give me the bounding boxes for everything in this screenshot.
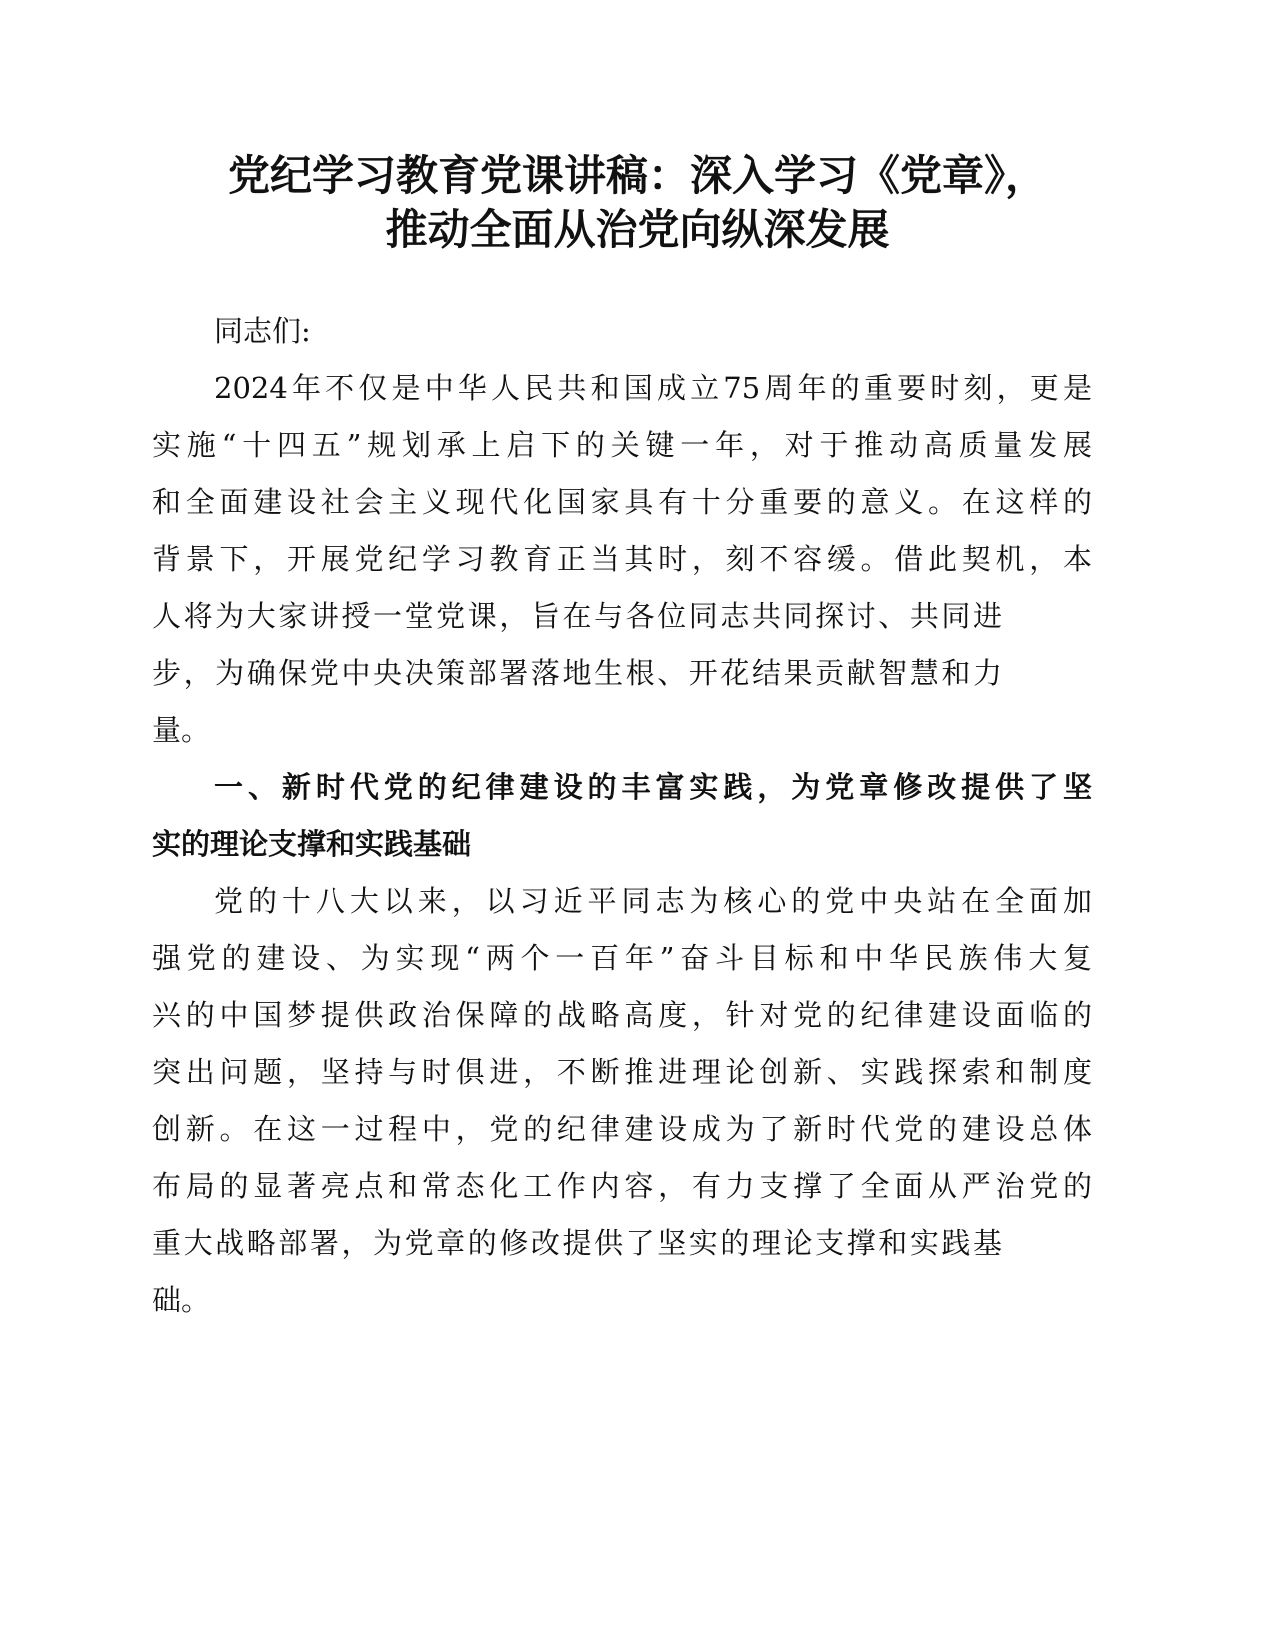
paragraph-2-line: 突出问题，坚持与时俱进，不断推进理论创新、实践探索和制度 bbox=[152, 1055, 1092, 1089]
paragraph-1-line: 量。 bbox=[152, 713, 211, 747]
paragraph-1-line: 和全面建设社会主义现代化国家具有十分重要的意义。在这样的 bbox=[152, 485, 1092, 519]
paragraph-2-line: 布局的显著亮点和常态化工作内容，有力支撑了全面从严治党的 bbox=[152, 1169, 1092, 1203]
paragraph-2-line: 创新。在这一过程中，党的纪律建设成为了新时代党的建设总体 bbox=[152, 1112, 1092, 1146]
document-title-line-2: 推动全面从治党向纵深发展 bbox=[385, 205, 890, 254]
paragraph-1-line: 步，为确保党中央决策部署落地生根、开花结果贡献智慧和力 bbox=[152, 656, 1002, 690]
section-1-heading-line: 实的理论支撑和实践基础 bbox=[152, 827, 472, 861]
paragraph-1-line: 实施“十四五”规划承上启下的关键一年，对于推动高质量发展 bbox=[152, 428, 1092, 462]
paragraph-2-line: 础。 bbox=[152, 1283, 211, 1317]
paragraph-1-line: 背景下，开展党纪学习教育正当其时，刻不容缓。借此契机，本 bbox=[152, 542, 1092, 576]
document-title-line-1: 党纪学习教育党课讲稿：深入学习《党章》， bbox=[227, 151, 1047, 200]
paragraph-1-line: 人将为大家讲授一堂党课，旨在与各位同志共同探讨、共同进 bbox=[152, 599, 1002, 633]
paragraph-1-line: 2024年不仅是中华人民共和国成立75周年的重要时刻，更是 bbox=[214, 371, 1092, 405]
paragraph-2-line: 党的十八大以来，以习近平同志为核心的党中央站在全面加 bbox=[214, 884, 1092, 918]
paragraph-2-line: 强党的建设、为实现“两个一百年”奋斗目标和中华民族伟大复 bbox=[152, 941, 1092, 975]
document-body bbox=[152, 303, 1092, 1329]
paragraph-2-line: 重大战略部署，为党章的修改提供了坚实的理论支撑和实践基 bbox=[152, 1226, 1002, 1260]
paragraph-2-line: 兴的中国梦提供政治保障的战略高度，针对党的纪律建设面临的 bbox=[152, 998, 1092, 1032]
salutation: 同志们: bbox=[214, 314, 311, 348]
section-1-heading-line: 一、新时代党的纪律建设的丰富实践，为党章修改提供了坚 bbox=[214, 770, 1092, 804]
